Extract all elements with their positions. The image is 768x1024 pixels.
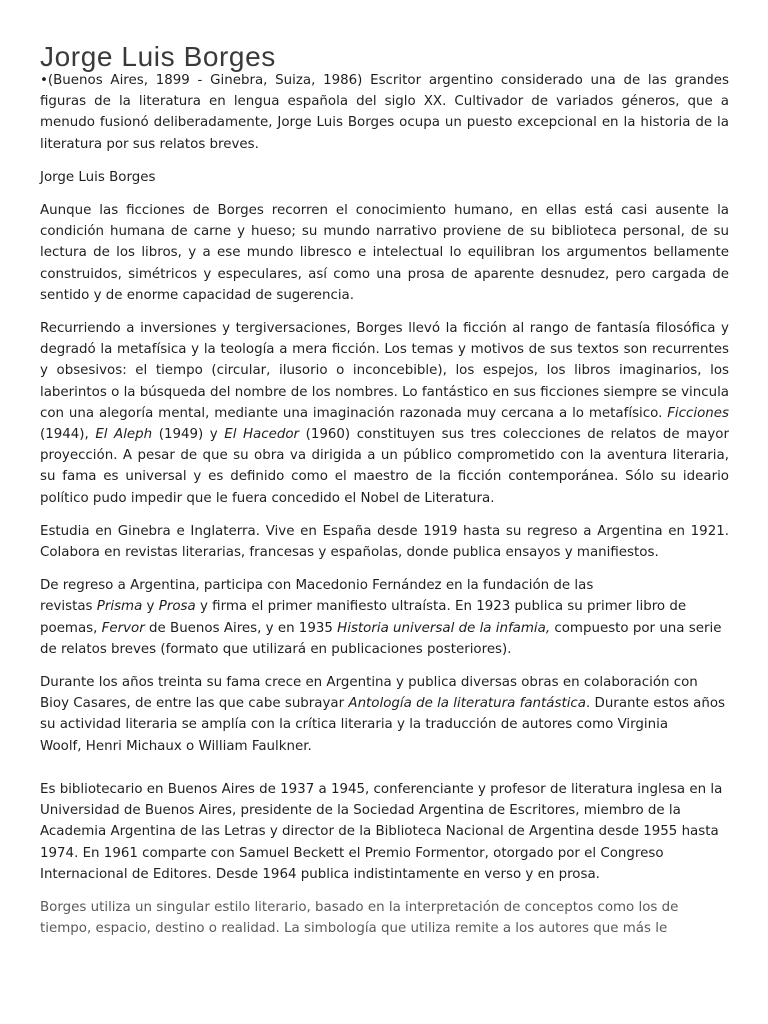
paragraph-temas: Recurriendo a inversiones y tergiversaciones, Borges llevó la ficción al rango de fantasía filosófica y degradó la metafísica y la teología a mera ficción. Los temas y motivos de sus textos son recurrentes y obsesivos: el tiempo (circular, ilusorio o inconcebible), los espejos, los libros imaginarios, los laberintos o la búsqueda del nombre de los nombres. Lo fantástico en sus ficciones siempre se vincula con una alegoría mental, mediante una imaginación razonada muy cercana a lo metafísico. Ficciones (1944), El Aleph (1949) y El Hacedor (1960) constituyen sus tres colecciones de relatos de mayor proyección. A pesar de que su obra va dirigida a un público comprometido con la aventura literaria, su fama es universal y es definido como el maestro de la ficción contemporánea. Sólo su ideario político pudo impedir que le fuera concedido el Nobel de Literatura. xyxy=(40,321,729,506)
magazine-title-prosa: Prosa xyxy=(158,599,196,615)
paragraph-intro: •(Buenos Aires, 1899 - Ginebra, Suiza, 1986) Escritor argentino considerado una de las grandes figuras de la literatura en lengua española del siglo XX. Cultivador de variados géneros, que a menudo fusionó deliberadamente, Jorge Luis Borges ocupa un puesto excepcional en la historia de la literatura por sus relatos breves. xyxy=(40,73,729,152)
book-title-historia-universal: Historia universal de la infamia, xyxy=(337,620,551,636)
paragraph-estudios: Estudia en Ginebra e Inglaterra. Vive en España desde 1919 hasta su regreso a Argentina en 1921. Colabora en revistas literarias, francesas y españolas, donde publica ensayos y manifiestos. xyxy=(40,523,729,561)
book-title-ficciones: Ficciones xyxy=(667,405,729,421)
magazine-title-prisma: Prisma xyxy=(96,599,143,615)
book-title-fervor: Fervor xyxy=(101,620,145,636)
book-title-antologia: Antología de la literatura fantástica xyxy=(348,696,586,712)
paragraph-ficciones: Aunque las ficciones de Borges recorren el conocimiento humano, en ellas está casi ausente la condición humana de carne y hueso; su mundo narrativo proviene de su biblioteca personal, de su lectura de los libros, y a ese mundo libresco e intelectual lo equilibran los argumentos bellamente construidos, simétricos y especulares, así como una prosa de aparente desnudez, pero cargada de sentido y de enorme capacidad de sugerencia. xyxy=(40,203,729,303)
paragraph-anos-treinta: Durante los años treinta su fama crece en Argentina y publica diversas obras en colaboración con Bioy Casares, de entre las que cabe subrayar Antología de la literatura fantástica. Durante estos años su actividad literaria se amplía con la crítica literaria y la traducción de autores como Virginia Woolf, Henri Michaux o William Faulkner. xyxy=(40,675,726,754)
book-title-el-hacedor: El Hacedor xyxy=(224,427,300,443)
paragraph-regreso: De regreso a Argentina, participa con Macedonio Fernández en la fundación de las revistas Prisma y Prosa y firma el primer manifiesto ultraísta. En 1923 publica su primer libro de poemas, Fervor de Buenos Aires, y en 1935 Historia universal de la infamia, compuesto por una serie de relatos breves (formato que utilizará en publicaciones posteriores). xyxy=(40,578,722,657)
page-title: Jorge Luis Borges xyxy=(40,41,276,72)
paragraph-bibliotecario: Es bibliotecario en Buenos Aires de 1937 a 1945, conferenciante y profesor de literatura inglesa en la Universidad de Buenos Aires, presidente de la Sociedad Argentina de Escritores, miembro de la Academia Argentina de las Letras y director de la Biblioteca Nacional de Argentina desde 1955 hasta 1974. En 1961 comparte con Samuel Beckett el Premio Formentor, otorgado por el Congreso Internacional de Editores. Desde 1964 publica indistintamente en verso y en prosa. xyxy=(40,781,723,882)
book-title-el-aleph: El Aleph xyxy=(95,427,153,443)
paragraph-estilo: Borges utiliza un singular estilo literario, basado en la interpretación de conceptos como los de tiempo, espacio, destino o realidad. La simbología que utiliza remite a los autores que más le xyxy=(40,899,679,937)
image-caption: Jorge Luis Borges xyxy=(40,169,156,185)
